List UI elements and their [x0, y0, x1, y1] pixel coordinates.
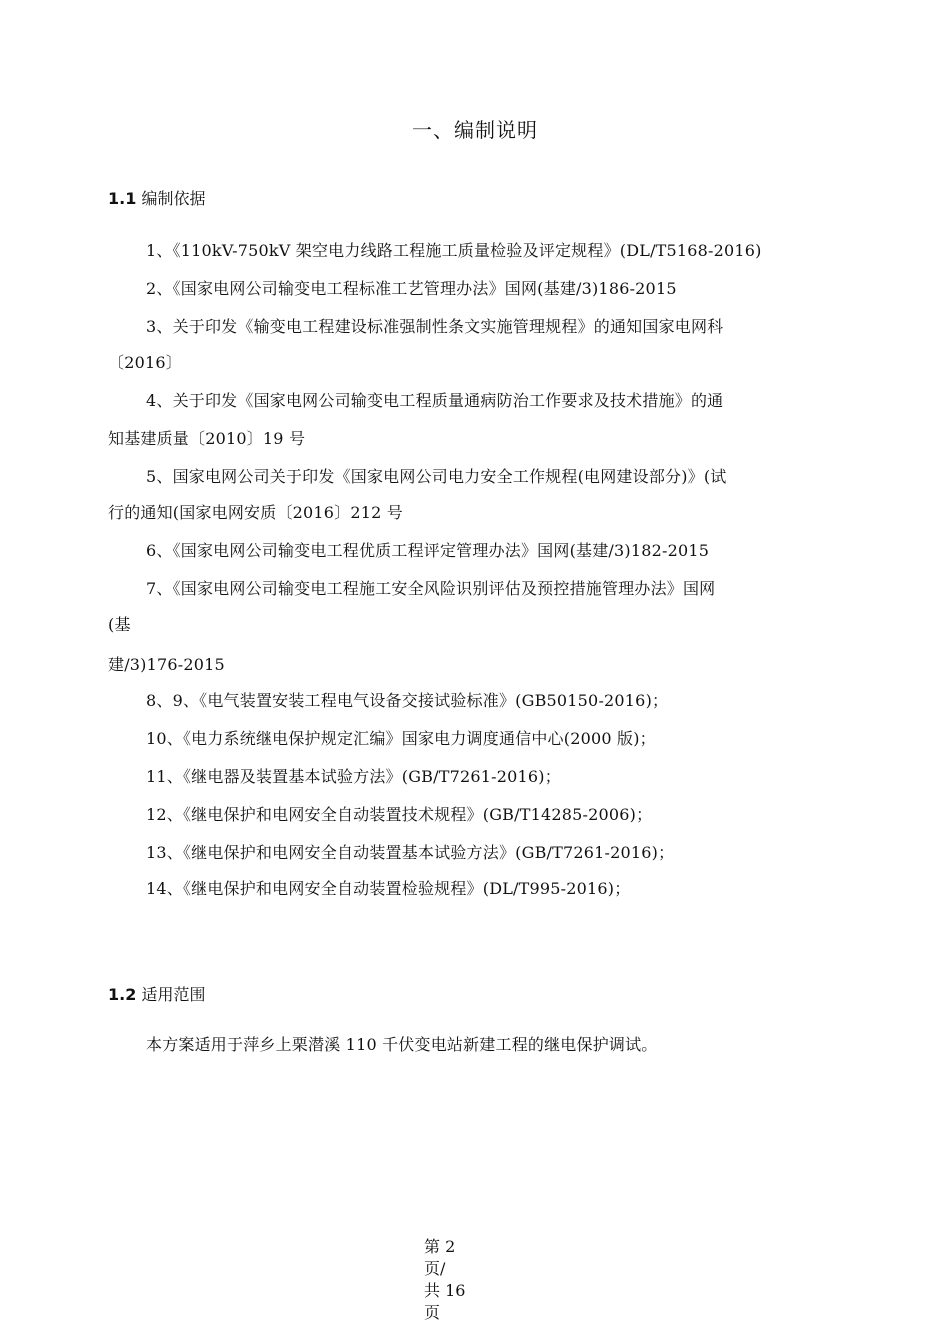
list-item-continuation: 建/3)176-2015: [108, 655, 225, 674]
list-item: 10、《电力系统继电保护规定汇编》国家电力调度通信中心(2000 版)；: [146, 729, 656, 748]
list-item: 7、《国家电网公司输变电工程施工安全风险识别评估及预控措施管理办法》国网: [146, 579, 716, 598]
list-item: 4、关于印发《国家电网公司输变电工程质量通病防治工作要求及技术措施》的通: [146, 391, 724, 410]
list-item: 3、关于印发《输变电工程建设标准强制性条文实施管理规程》的通知国家电网科: [146, 317, 724, 336]
section-number: 1.1: [108, 189, 137, 208]
list-item-continuation: (基: [108, 615, 131, 634]
list-item: 8、9、《电气装置安装工程电气设备交接试验标准》(GB50150-2016)；: [146, 691, 669, 710]
list-item: 14、《继电保护和电网安全自动装置检验规程》(DL/T995-2016)；: [146, 879, 631, 898]
section-heading-basis: [108, 186, 205, 209]
section-number: 1.2: [108, 985, 137, 1004]
list-item: 11、《继电器及装置基本试验方法》(GB/T7261-2016)；: [146, 767, 561, 786]
section-title: 编制依据: [141, 189, 206, 208]
list-item: 5、国家电网公司关于印发《国家电网公司电力安全工作规程(电网建设部分)》(试: [146, 467, 727, 486]
list-item: 12、《继电保护和电网安全自动装置技术规程》(GB/T14285-2006)；: [146, 805, 653, 824]
section-heading-scope: [108, 982, 205, 1005]
list-item: 13、《继电保护和电网安全自动装置基本试验方法》(GB/T7261-2016)；: [146, 843, 675, 862]
list-item: 6、《国家电网公司输变电工程优质工程评定管理办法》国网(基建/3)182-2015: [146, 541, 710, 560]
list-item-continuation: 知基建质量〔2010〕19 号: [108, 429, 306, 448]
scope-paragraph: 本方案适用于萍乡上栗潜溪 110 千伏变电站新建工程的继电保护调试。: [146, 1035, 658, 1054]
footer-line: 页: [424, 1303, 441, 1322]
list-item: 1、《110kV-750kV 架空电力线路工程施工质量检验及评定规程》(DL/T5168-2016): [146, 241, 762, 260]
footer-line: 共 16: [424, 1281, 466, 1300]
footer-line: 页/: [424, 1259, 446, 1278]
page-footer: [424, 1236, 465, 1324]
list-item: 2、《国家电网公司输变电工程标准工艺管理办法》国网(基建/3)186-2015: [146, 279, 677, 298]
list-item-continuation: 〔2016〕: [108, 353, 182, 372]
footer-line: 第 2: [424, 1237, 456, 1256]
page-title: 一、编制说明: [412, 118, 538, 142]
list-item-continuation: 行的通知(国家电网安质〔2016〕212 号: [108, 503, 403, 522]
section-title: 适用范围: [141, 985, 206, 1004]
